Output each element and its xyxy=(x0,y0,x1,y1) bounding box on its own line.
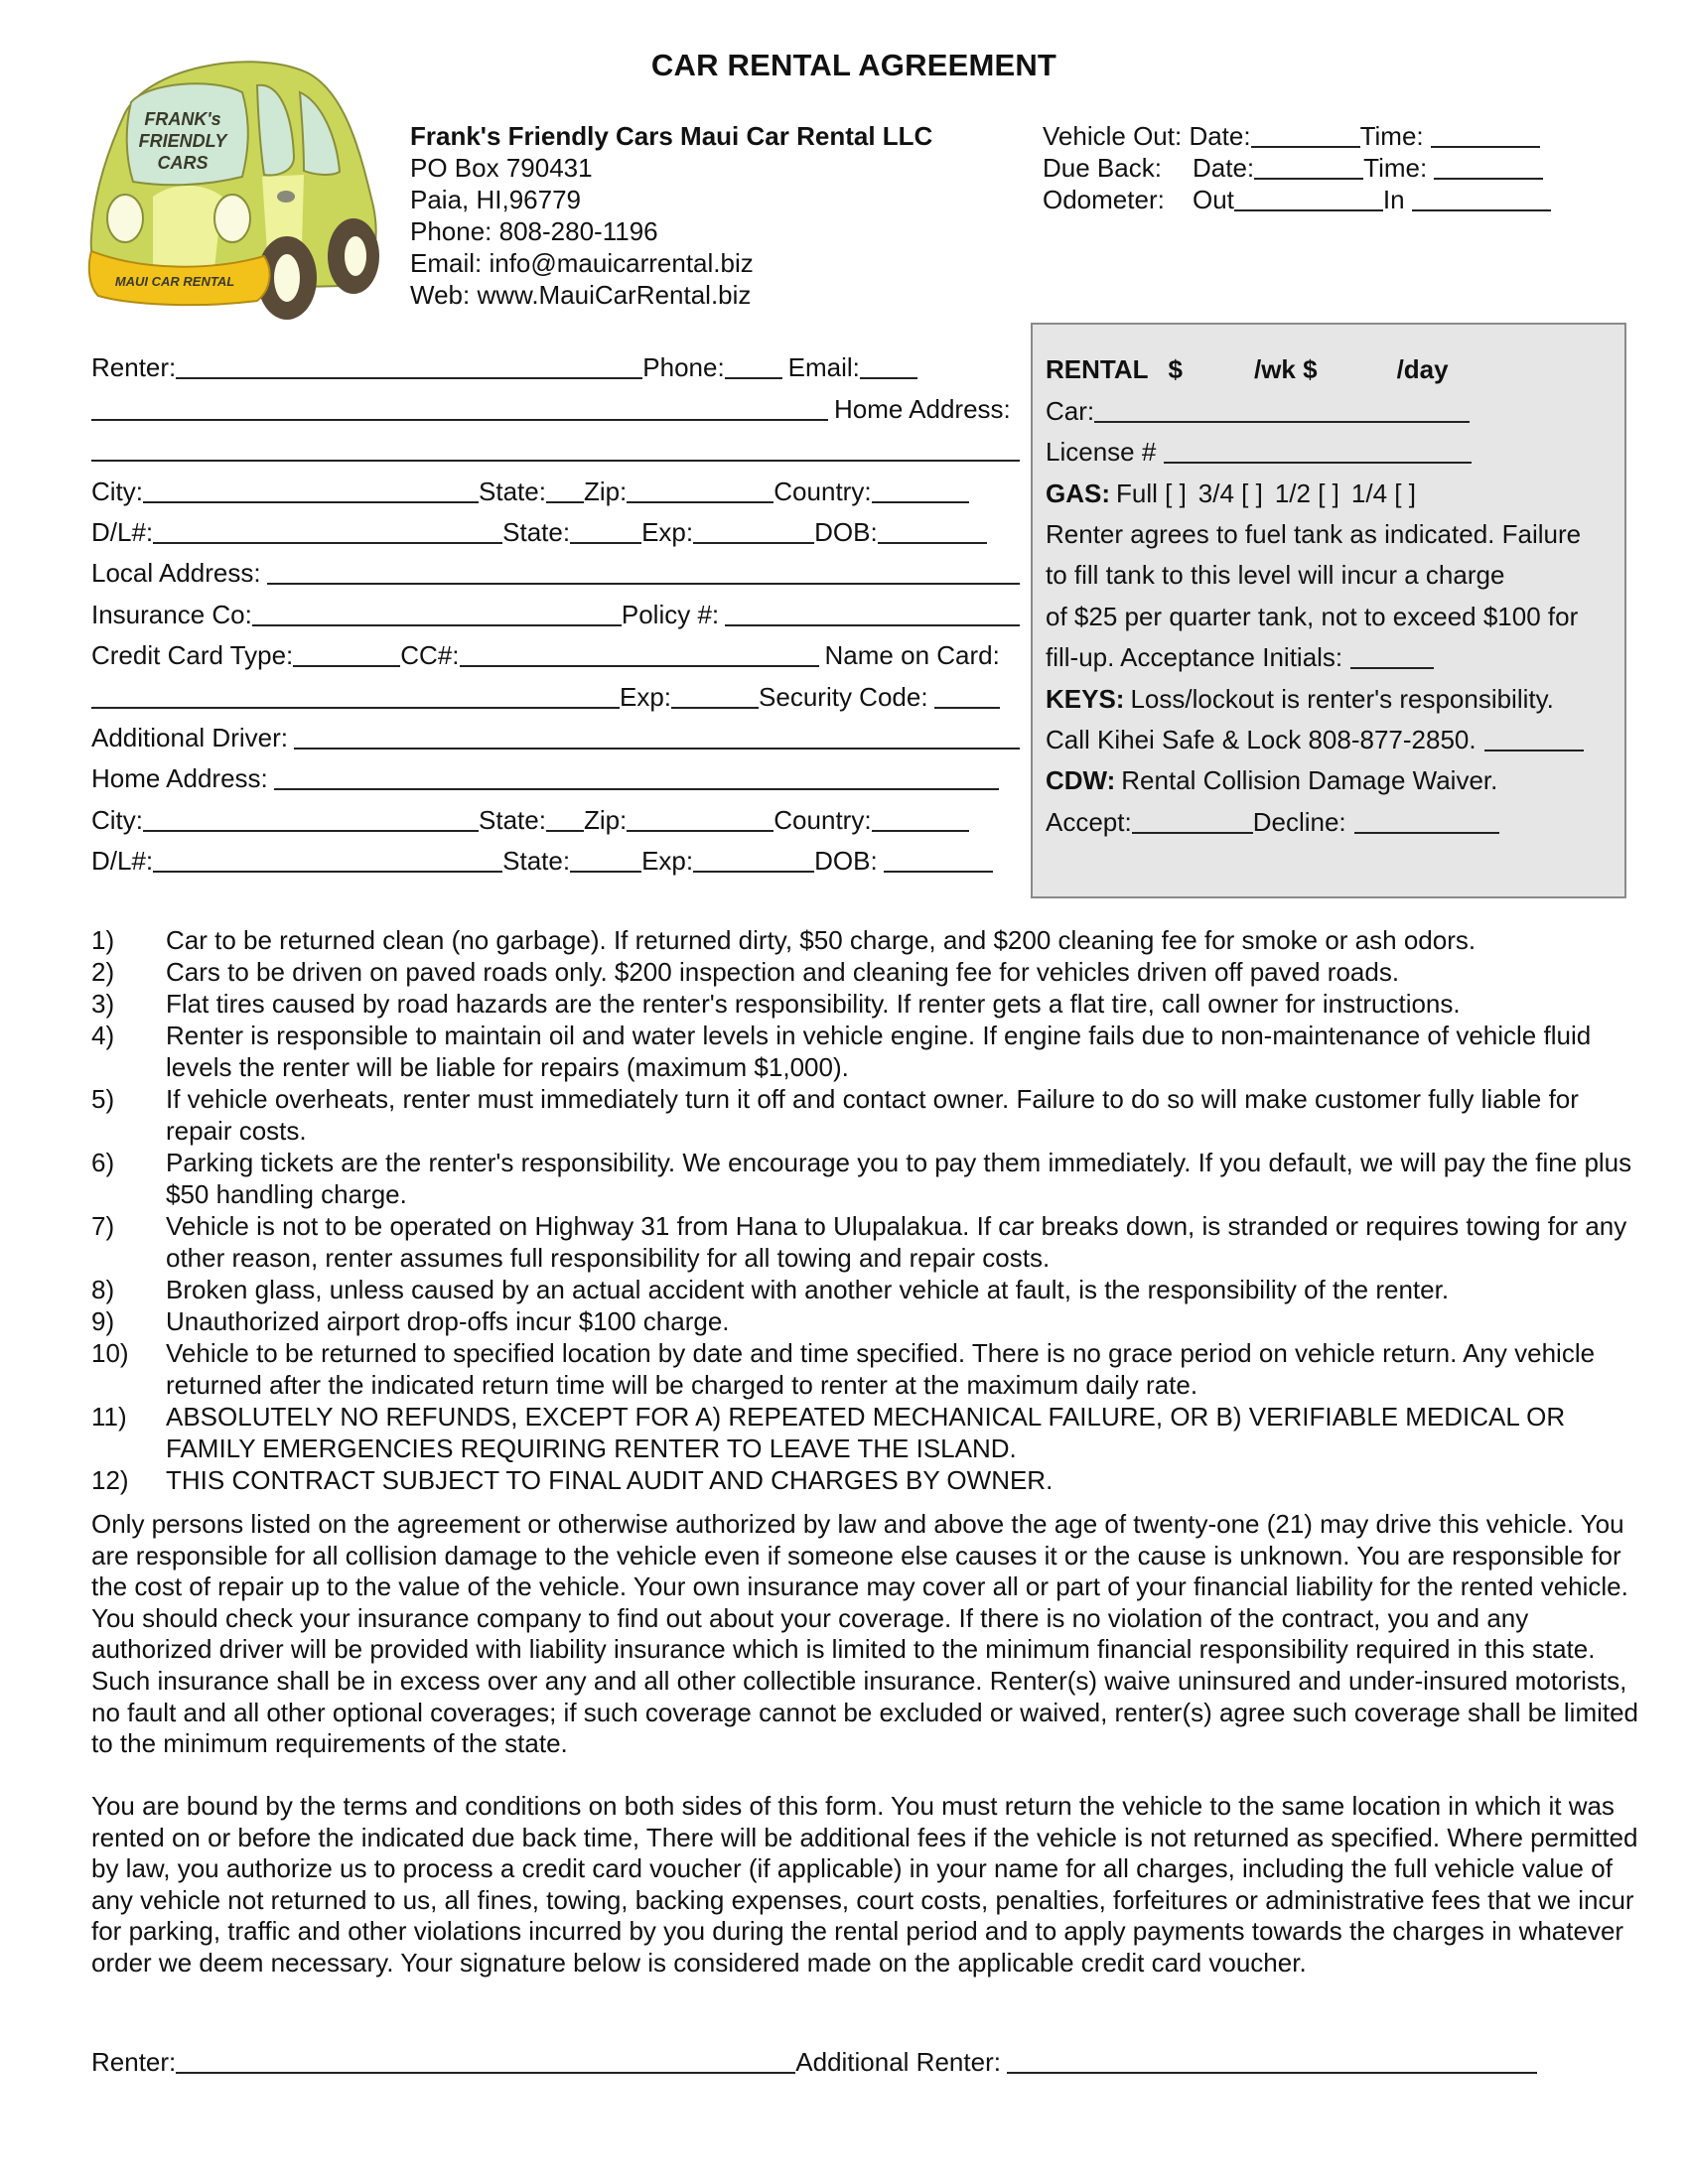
svg-text:FRANK's: FRANK's xyxy=(144,109,221,129)
insurance-paragraph: Only persons listed on the agreement or otherwise authorized by law and above the age of twenty-one (21) may drive this vehicle. You are responsible for all collision damage to the vehicle even if someone else causes it or the cause is unknown. You are responsible for the cost of repair up to the value of the vehicle. Your own insurance may cover all or part of your financial liability for the rented vehicle. You should check your insurance company to find out about your coverage. If there is no violation of the contract, you and any authorized driver will be provided with liability insurance which is limited to the minimum financial responsibility required in this state. Such insurance shall be in excess over any and all other collectible insurance. Renter(s) waive uninsured and under-insured motorists, no fault and all other optional coverages; if such coverage cannot be excluded or waived, renter(s) agree such coverage shall be limited to the minimum requirements of the state. xyxy=(91,1509,1639,1759)
dob-label: DOB: xyxy=(814,516,878,547)
cc-type-label: Credit Card Type: xyxy=(91,640,294,671)
additional-driver-dl-label: D/L#: xyxy=(91,846,154,877)
term-text: Renter is responsible to maintain oil and water levels in vehicle engine. If engine fails due to non-maintenance of vehicle fluid levels the renter will be liable for repairs (maximum $1,000). xyxy=(166,1021,1592,1082)
company-po-box: PO Box 790431 xyxy=(410,153,593,183)
term-item xyxy=(91,1274,1640,1305)
zip-label: Zip: xyxy=(583,476,628,506)
country-field[interactable] xyxy=(872,500,969,503)
additional-driver-city-label: City: xyxy=(91,804,143,835)
company-email: Email: info@mauicarrental.biz xyxy=(410,248,754,278)
renter-name-field[interactable] xyxy=(176,376,642,379)
term-number: 11) xyxy=(91,1402,127,1432)
term-item xyxy=(91,1083,1640,1147)
term-text: Unauthorized airport drop-offs incur $100 charge. xyxy=(166,1306,730,1336)
renter-form xyxy=(91,348,1020,883)
policy-field[interactable] xyxy=(725,623,1020,626)
country-label: Country: xyxy=(774,476,872,506)
additional-renter-signature-label: Additional Renter: xyxy=(795,2047,1001,2078)
fuel-policy-text: to fill tank to this level will incur a charge xyxy=(1046,560,1505,591)
term-item xyxy=(91,1305,1640,1337)
email-label: Email: xyxy=(787,352,860,383)
cdw-decline-field[interactable] xyxy=(1354,831,1499,834)
additional-driver-zip-field[interactable] xyxy=(627,829,774,832)
email-field[interactable] xyxy=(860,376,917,379)
additional-driver-dl-field[interactable] xyxy=(153,870,502,873)
term-number: 5) xyxy=(91,1084,115,1114)
phone-label: Phone: xyxy=(642,352,725,383)
additional-driver-label: Additional Driver: xyxy=(91,722,288,752)
term-item xyxy=(91,1401,1640,1464)
term-text: Vehicle to be returned to specified location by date and time specified. There is no grace period on vehicle return. Any vehicle returned after the indicated return time will be charged to renter at the maximum daily rate. xyxy=(166,1338,1596,1400)
renter-signature-label: Renter: xyxy=(91,2047,177,2078)
security-code-field[interactable] xyxy=(934,706,1000,709)
policy-label: Policy #: xyxy=(621,599,720,629)
term-item xyxy=(91,1210,1640,1274)
additional-driver-field[interactable] xyxy=(294,747,1020,750)
keys-text: Loss/lockout is renter's responsibility. xyxy=(1130,683,1554,714)
term-text: THIS CONTRACT SUBJECT TO FINAL AUDIT AND CHARGES BY OWNER. xyxy=(166,1465,1054,1495)
weekly-rate-dollar: $ xyxy=(1168,354,1183,385)
odometer-out-label: Out xyxy=(1193,185,1234,214)
term-text: Vehicle is not to be operated on Highway 31 from Hana to Ulupalakua. If car breaks down, is stranded or requires towing for any other reason, renter assumes full responsibility for all towing and repair costs. xyxy=(166,1211,1627,1273)
per-week-label: /wk $ xyxy=(1253,354,1318,385)
additional-driver-country-label: Country: xyxy=(774,804,872,835)
company-name: Frank's Friendly Cars Maui Car Rental LLC xyxy=(410,121,933,151)
license-field[interactable] xyxy=(1164,461,1472,464)
cc-type-field[interactable] xyxy=(293,664,400,667)
keys-initials-field[interactable] xyxy=(1484,749,1584,751)
term-item xyxy=(91,1147,1640,1210)
additional-driver-exp-field[interactable] xyxy=(693,870,814,873)
locksmith-text: Call Kihei Safe & Lock 808-877-2850. xyxy=(1046,724,1477,754)
additional-driver-home-address-label: Home Address: xyxy=(91,763,268,794)
car-label: Car: xyxy=(1046,395,1095,426)
additional-driver-dob-label: DOB: xyxy=(814,846,878,877)
gas-label: GAS: xyxy=(1046,478,1110,508)
term-number: 3) xyxy=(91,989,115,1019)
renter-line-2-field[interactable] xyxy=(91,418,828,421)
odometer-in-field[interactable] xyxy=(1412,188,1551,211)
additional-renter-signature-field[interactable] xyxy=(1007,2071,1537,2074)
term-text: Car to be returned clean (no garbage). If returned dirty, $50 charge, and $200 cleaning fee for smoke or ash odors. xyxy=(166,925,1477,955)
state-field[interactable] xyxy=(546,500,584,503)
additional-driver-state-label: State: xyxy=(479,804,546,835)
fuel-policy-text: Renter agrees to fuel tank as indicated. Failure xyxy=(1046,518,1582,549)
cc-number-label: CC#: xyxy=(400,640,460,671)
time-label: Time: xyxy=(1363,153,1428,183)
company-logo xyxy=(83,48,386,321)
odometer-label: Odometer: xyxy=(1043,185,1165,214)
cc-number-field[interactable] xyxy=(460,664,819,667)
local-address-label: Local Address: xyxy=(91,558,261,589)
svg-text:MAUI CAR RENTAL: MAUI CAR RENTAL xyxy=(114,274,235,289)
cdw-text: Rental Collision Damage Waiver. xyxy=(1121,765,1498,796)
term-number: 8) xyxy=(91,1275,115,1304)
term-number: 10) xyxy=(91,1338,129,1368)
additional-driver-dob-field[interactable] xyxy=(884,870,993,873)
dl-state-label: State: xyxy=(502,516,571,547)
additional-driver-dl-state-label: State: xyxy=(502,846,571,877)
page-title: CAR RENTAL AGREEMENT xyxy=(650,48,1057,82)
dl-field[interactable] xyxy=(153,541,502,544)
vehicle-out-date-field[interactable] xyxy=(1251,124,1360,148)
gas-three-quarter-checkbox[interactable]: 3/4 [ ] xyxy=(1197,478,1263,508)
term-item xyxy=(91,1464,1640,1496)
term-text: Broken glass, unless caused by an actual accident with another vehicle at fault, is the responsibility of the renter. xyxy=(166,1275,1450,1304)
additional-driver-dl-state-field[interactable] xyxy=(570,870,641,873)
acceptance-initials-label: fill-up. Acceptance Initials: xyxy=(1046,642,1343,673)
name-on-card-label: Name on Card: xyxy=(824,640,1000,671)
term-text: Cars to be driven on paved roads only. $200 inspection and cleaning fee for vehicles driven off paved roads. xyxy=(166,957,1400,987)
rental-label: RENTAL xyxy=(1046,354,1149,385)
dl-state-field[interactable] xyxy=(570,541,641,544)
additional-driver-country-field[interactable] xyxy=(872,829,969,832)
dl-label: D/L#: xyxy=(91,516,154,547)
home-address-label: Home Address: xyxy=(834,393,1011,424)
date-label: Date: xyxy=(1189,121,1251,151)
time-label: Time: xyxy=(1359,121,1424,151)
additional-driver-state-field[interactable] xyxy=(546,829,584,832)
company-info xyxy=(410,120,932,311)
term-number: 2) xyxy=(91,957,115,987)
gas-quarter-checkbox[interactable]: 1/4 [ ] xyxy=(1350,478,1416,508)
license-label: License # xyxy=(1046,437,1157,468)
additional-driver-home-address-field[interactable] xyxy=(274,787,999,790)
term-item xyxy=(91,988,1640,1020)
name-on-card-field[interactable] xyxy=(91,706,620,709)
svg-text:FRIENDLY: FRIENDLY xyxy=(138,131,227,151)
svg-text:CARS: CARS xyxy=(157,153,209,173)
acceptance-initials-field[interactable] xyxy=(1350,666,1434,669)
local-address-field[interactable] xyxy=(267,582,1020,585)
due-back-date-field[interactable] xyxy=(1254,156,1363,180)
signature-row xyxy=(91,2043,1640,2084)
term-number: 12) xyxy=(91,1465,129,1495)
per-day-label: /day xyxy=(1396,354,1449,385)
rental-terms-box xyxy=(1031,323,1626,898)
term-number: 1) xyxy=(91,925,115,955)
gas-half-checkbox[interactable]: 1/2 [ ] xyxy=(1274,478,1339,508)
terms-list xyxy=(91,924,1640,1496)
fuel-policy-text: of $25 per quarter tank, not to exceed $100 for xyxy=(1046,601,1579,631)
state-label: State: xyxy=(479,476,546,506)
dl-exp-field[interactable] xyxy=(693,541,814,544)
odometer-out-field[interactable] xyxy=(1234,188,1383,211)
cc-exp-field[interactable] xyxy=(671,706,759,709)
keys-label: KEYS: xyxy=(1046,683,1125,714)
renter-signature-field[interactable] xyxy=(176,2071,795,2074)
term-number: 9) xyxy=(91,1306,115,1336)
term-number: 6) xyxy=(91,1148,115,1177)
term-text: Flat tires caused by road hazards are the renter's responsibility. If renter gets a flat tire, call owner for instructions. xyxy=(166,989,1461,1019)
term-item xyxy=(91,1020,1640,1083)
insurance-co-field[interactable] xyxy=(252,623,622,626)
vehicle-out-time-field[interactable] xyxy=(1431,124,1540,148)
cdw-label: CDW: xyxy=(1046,765,1116,796)
company-web: Web: www.MauiCarRental.biz xyxy=(410,280,752,310)
dl-exp-label: Exp: xyxy=(641,516,694,547)
term-text: ABSOLUTELY NO REFUNDS, EXCEPT FOR A) REPEATED MECHANICAL FAILURE, OR B) VERIFIABLE MEDICAL OR FAMILY EMERGENCIES REQUIRING RENTER TO LEAVE THE ISLAND. xyxy=(166,1402,1566,1463)
cdw-accept-field[interactable] xyxy=(1132,831,1253,834)
binding-terms-paragraph: You are bound by the terms and conditions on both sides of this form. You must return the vehicle to the same location in which it was rented on or before the indicated due back time, There will be additional fees if the vehicle is not returned as specified. Where permitted by law, you authorize us to process a credit card voucher (if applicable) in your name for all charges, including the full vehicle value of any vehicle not returned to us, all fines, towing, backing expenses, court costs, penalties, forfeitures or administrative fees that we incur for parking, traffic and other violations incurred by you during the rental period and to apply payments towards the charges in whatever order we deem necessary. Your signature below is considered made on the applicable credit card voucher. xyxy=(91,1791,1638,1978)
company-phone: Phone: 808-280-1196 xyxy=(410,216,658,246)
dob-field[interactable] xyxy=(878,541,987,544)
term-item xyxy=(91,1337,1640,1401)
vehicle-out-label: Vehicle Out: xyxy=(1043,121,1183,151)
additional-driver-zip-label: Zip: xyxy=(583,804,628,835)
car-field[interactable] xyxy=(1094,420,1470,423)
security-code-label: Security Code: xyxy=(759,681,928,712)
additional-driver-city-field[interactable] xyxy=(143,829,479,832)
due-back-time-field[interactable] xyxy=(1434,156,1543,180)
odometer-in-label: In xyxy=(1382,185,1405,214)
city-label: City: xyxy=(91,476,143,506)
term-text: Parking tickets are the renter's responsibility. We encourage you to pay them immediately. If you default, we will pay the fine plus $50 handling charge. xyxy=(166,1148,1632,1209)
cdw-accept-label: Accept: xyxy=(1046,806,1132,837)
due-back-label: Due Back: xyxy=(1043,153,1162,183)
vehicle-out-info xyxy=(1043,120,1551,215)
term-item xyxy=(91,924,1640,956)
cdw-decline-label: Decline: xyxy=(1252,806,1346,837)
term-number: 7) xyxy=(91,1211,115,1241)
car-logo-icon xyxy=(83,48,386,321)
home-address-field[interactable] xyxy=(91,459,1020,462)
term-item xyxy=(91,956,1640,988)
date-label: Date: xyxy=(1193,153,1255,183)
phone-field[interactable] xyxy=(725,376,782,379)
city-field[interactable] xyxy=(143,500,479,503)
term-number: 4) xyxy=(91,1021,115,1050)
company-city: Paia, HI,96779 xyxy=(410,185,582,214)
term-text: If vehicle overheats, renter must immediately turn it off and contact owner. Failure to do so will make customer fully liable for repair costs. xyxy=(166,1084,1579,1146)
renter-label: Renter: xyxy=(91,352,177,383)
zip-field[interactable] xyxy=(627,500,774,503)
insurance-co-label: Insurance Co: xyxy=(91,599,252,629)
cc-exp-label: Exp: xyxy=(620,681,672,712)
additional-driver-exp-label: Exp: xyxy=(641,846,694,877)
gas-full-checkbox[interactable]: Full [ ] xyxy=(1116,478,1187,508)
